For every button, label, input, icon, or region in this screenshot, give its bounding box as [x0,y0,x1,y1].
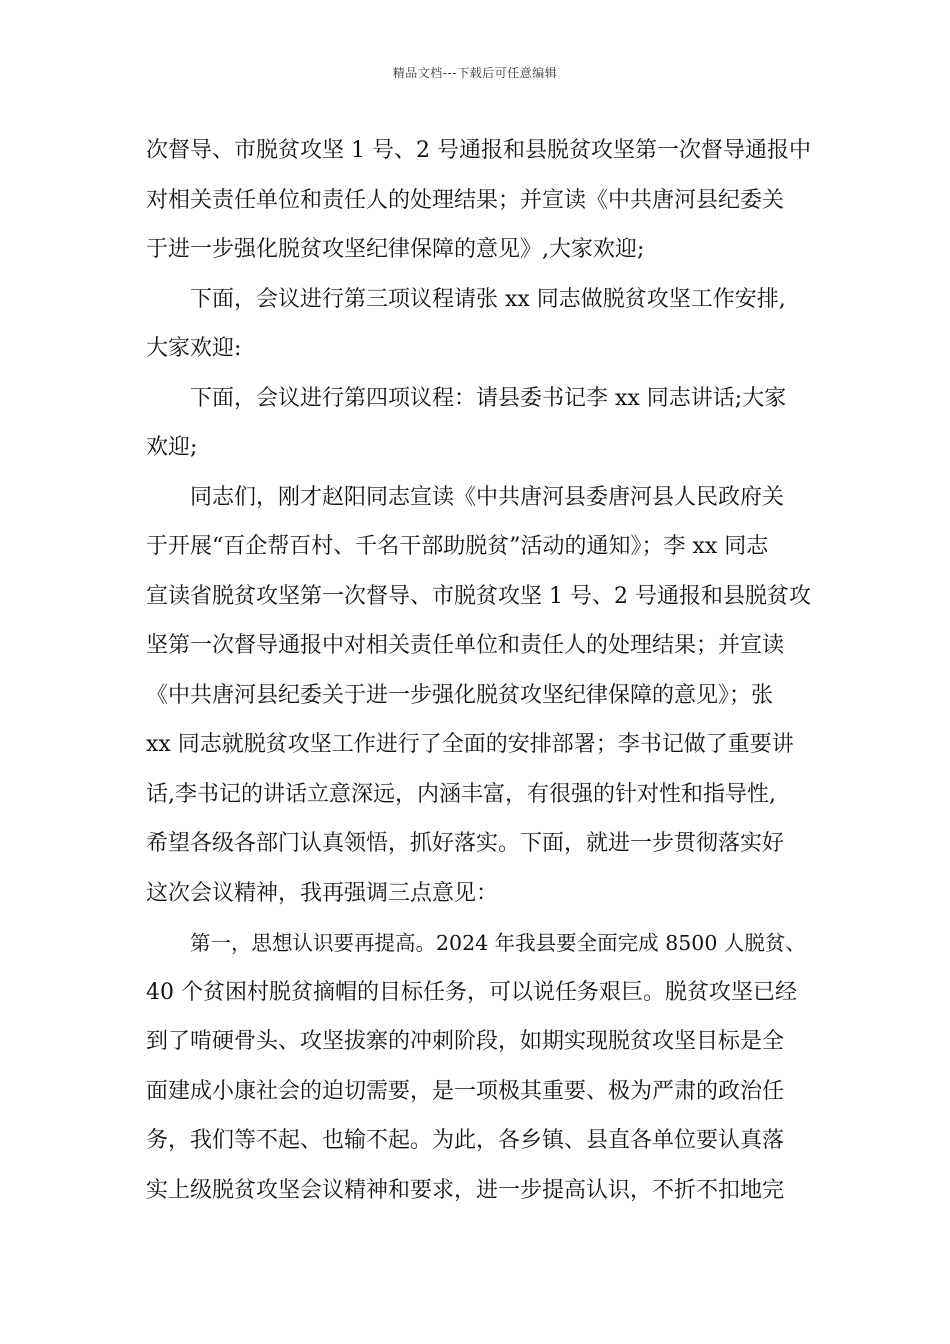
text-line: 这次会议精神，我再强调三点意见： [146,880,499,906]
text-line: xx 同志就脱贫攻坚工作进行了全面的安排部署；李书记做了重要讲 [146,732,794,757]
text-line: 话,李书记的讲话立意深远，内涵丰富，有很强的针对性和指导性, [146,781,776,807]
text-line: 希望各级各部门认真领悟，抓好落实。下面，就进一步贯彻落实好 [146,831,785,856]
text-line: 面建成小康社会的迫切需要，是一项极其重要、极为严肃的政治任 [146,1078,785,1104]
text-line: 务，我们等不起、也输不起。为此，各乡镇、县直各单位要认真落 [146,1128,785,1153]
text-line: 宣读省脱贫攻坚第一次督导、市脱贫攻坚 1 号、2 号通报和县脱贫攻 [146,583,811,609]
text-line: 第一，思想认识要再提高。2024 年我县要全面完成 8500 人脱贫、 [190,931,806,955]
text-line: 大家欢迎: [146,336,242,361]
text-line: 《中共唐河县纪委关于进一步强化脱贫攻坚纪律保障的意见》；张 [146,682,774,708]
text-line: 对相关责任单位和责任人的处理结果；并宣读《中共唐河县纪委关 [146,187,785,213]
text-line: 实上级脱贫攻坚会议精神和要求，进一步提高认识，不折不扣地完 [146,1177,785,1203]
text-line: 于开展“百企帮百村、千名干部助脱贫”活动的通知》；李 xx 同志 [146,534,769,559]
text-line: 于进一步强化脱贫攻坚纪律保障的意见》,大家欢迎; [146,237,645,262]
page-header: 精品文档---下载后可任意编辑 [392,66,558,80]
text-line: 40 个贫困村脱贫摘帽的目标任务，可以说任务艰巨。脱贫攻坚已经 [146,979,797,1005]
document-body [146,134,811,1223]
text-line: 同志们，刚才赵阳同志宣读《中共唐河县委唐河县人民政府关 [190,484,785,510]
text-line: 下面，会议进行第四项议程：请县委书记李 xx 同志讲话;大家 [190,385,787,411]
text-line: 到了啃硬骨头、攻坚拔寨的冲刺阶段，如期实现脱贫攻坚目标是全 [146,1029,785,1054]
text-line: 欢迎; [146,435,198,460]
text-line: 下面，会议进行第三项议程请张 xx 同志做脱贫攻坚工作安排, [190,286,786,312]
text-line: 次督导、市脱贫攻坚 1 号、2 号通报和县脱贫攻坚第一次督导通报中 [146,138,811,163]
text-line: 坚第一次督导通报中对相关责任单位和责任人的处理结果；并宣读 [146,633,785,658]
